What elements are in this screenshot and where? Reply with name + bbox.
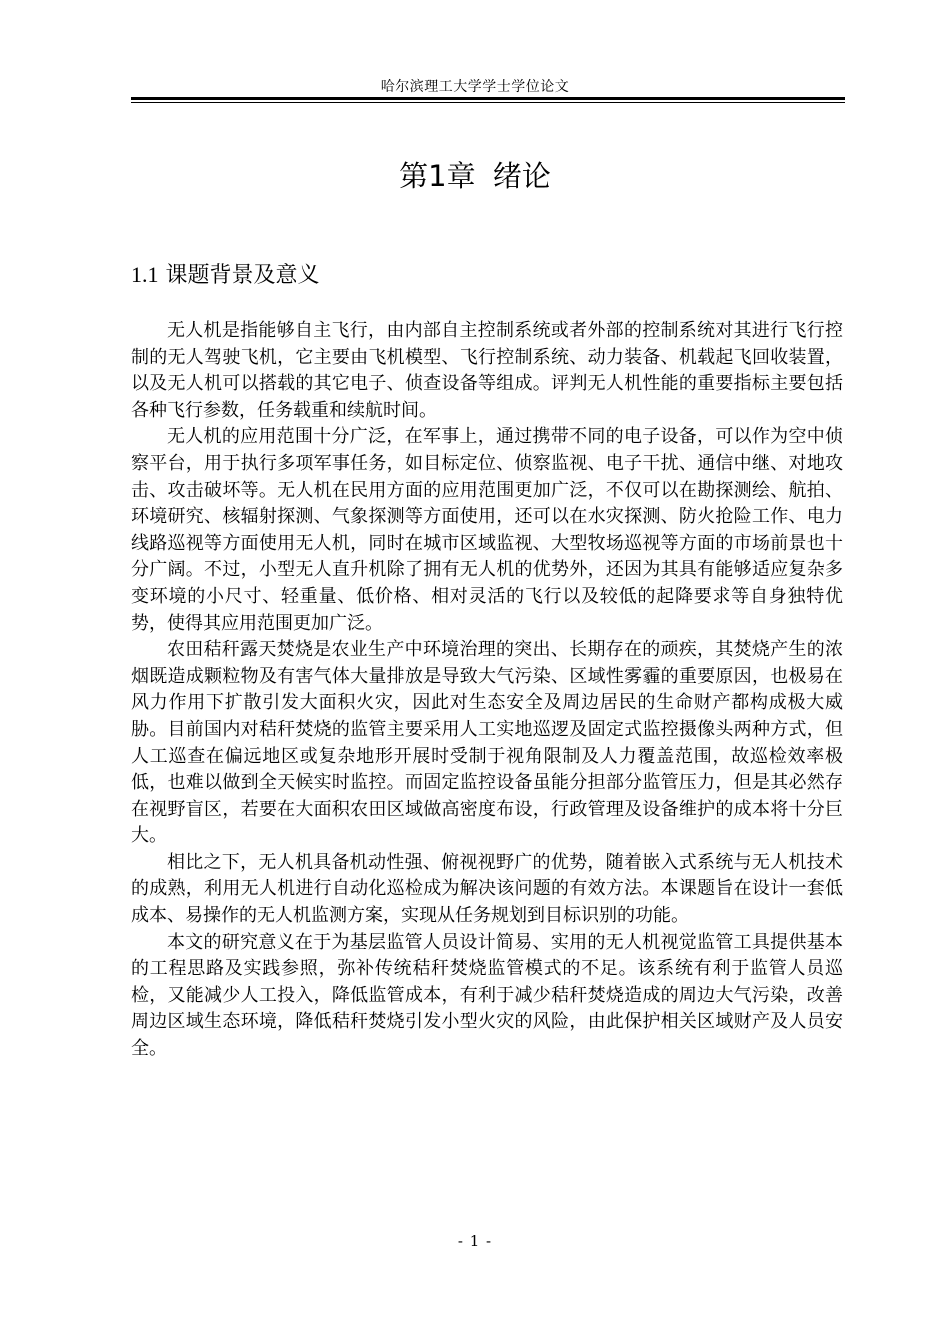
paragraph: 相比之下，无人机具备机动性强、俯视视野广的优势，随着嵌入式系统与无人机技术的成熟，利用无人机进行自动化巡检成为解决该问题的有效方法。本课题旨在设计一套低成本、易操作的无人机监测方案，实现从任务规划到目标识别的功能。 — [131, 851, 843, 927]
header-rule-thick — [131, 97, 845, 100]
header-rule-thin — [131, 102, 845, 103]
page-number: - 1 - — [457, 1232, 493, 1250]
body-text — [131, 318, 843, 1063]
paragraph: 本文的研究意义在于为基层监管人员设计简易、实用的无人机视觉监管工具提供基本的工程思路及实践参照，弥补传统秸秆焚烧监管模式的不足。该系统有利于监管人员巡检，又能减少人工投入，降低监管成本，有利于减少秸秆焚烧造成的周边大气污染，改善周边区域生态环境，降低秸秆焚烧引发小型火灾的风险，由此保护相关区域财产及人员安全。 — [131, 931, 843, 1060]
paragraph: 无人机是指能够自主飞行，由内部自主控制系统或者外部的控制系统对其进行飞行控制的无人驾驶飞机，它主要由飞机模型、飞行控制系统、动力装备、机载起飞回收装置，以及无人机可以搭载的其它电子、侦查设备等组成。评判无人机性能的重要指标主要包括各种飞行参数，任务载重和续航时间。 — [131, 320, 843, 421]
paragraph: 农田秸秆露天焚烧是农业生产中环境治理的突出、长期存在的顽疾，其焚烧产生的浓烟既造成颗粒物及有害气体大量排放是导致大气污染、区域性雾霾的重要原因，也极易在风力作用下扩散引发大面积火灾，因此对生态安全及周边居民的生命财产都构成极大威胁。目前国内对秸秆焚烧的监管主要采用人工实地巡逻及固定式监控摄像头两种方式，但人工巡查在偏远地区或复杂地形开展时受制于视角限制及人力覆盖范围，故巡检效率极低，也难以做到全天候实时监控。而固定监控设备虽能分担部分监管压力，但是其必然存在视野盲区，若要在大面积农田区域做高密度布设，行政管理及设备维护的成本将十分巨大。 — [131, 639, 843, 847]
running-header: 哈尔滨理工大学学士学位论文 — [380, 79, 570, 95]
section-heading — [131, 258, 320, 289]
chapter-title: 第1章 绪论 — [399, 159, 551, 193]
section-number: 1.1 — [131, 262, 159, 287]
section-title-text: 课题背景及意义 — [165, 263, 320, 288]
paragraph: 无人机的应用范围十分广泛，在军事上，通过携带不同的电子设备，可以作为空中侦察平台，用于执行多项军事任务，如目标定位、侦察监视、电子干扰、通信中继、对地攻击、攻击破坏等。无人机在民用方面的应用范围更加广泛，不仅可以在勘探测绘、航拍、环境研究、核辐射探测、气象探测等方面使用，还可以在水灾探测、防火抢险工作、电力线路巡视等方面使用无人机，同时在城市区域监视、大型牧场巡视等方面的市场前景也十分广阔。不过，小型无人直升机除了拥有无人机的优势外，还因为其具有能够适应复杂多变环境的小尺寸、轻重量、低价格、相对灵活的飞行以及较低的起降要求等自身独特优势，使得其应用范围更加广泛。 — [131, 426, 843, 634]
